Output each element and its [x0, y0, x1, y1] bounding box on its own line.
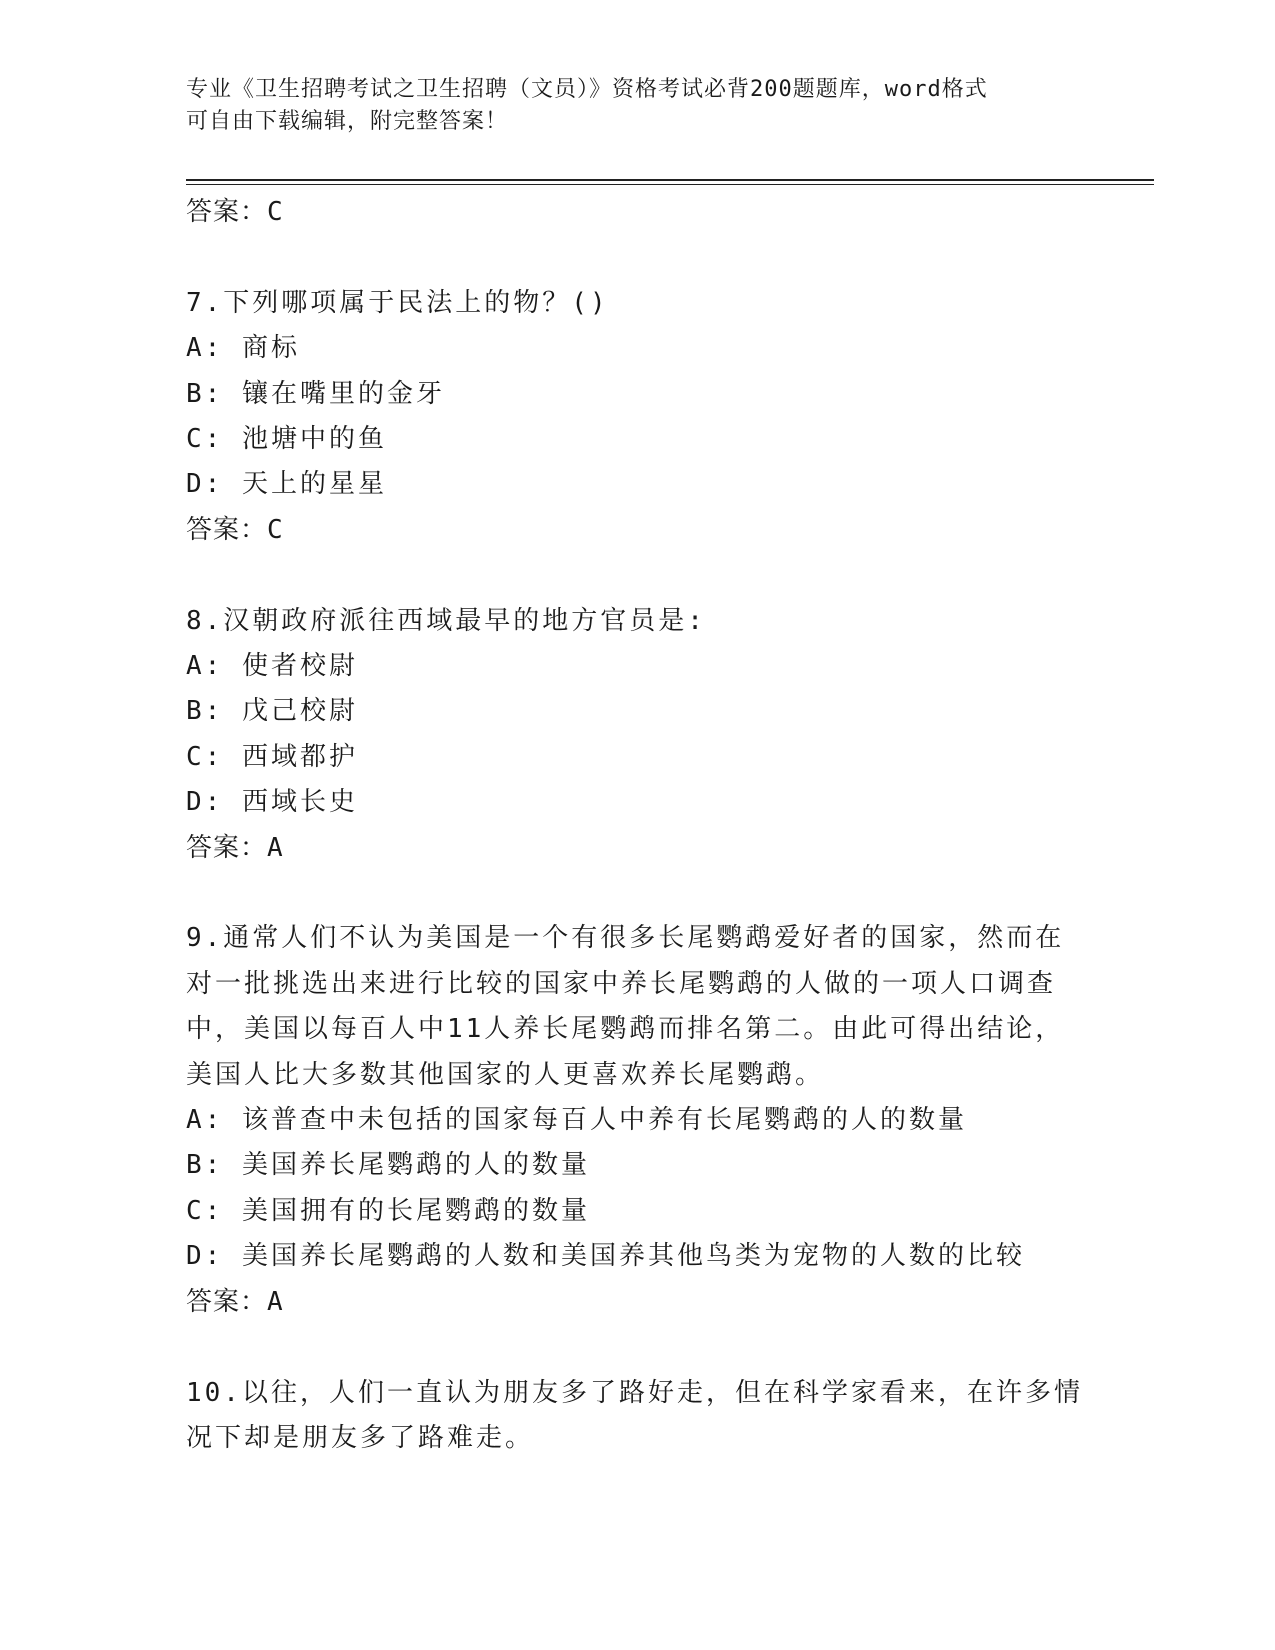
spacer [186, 1325, 1086, 1370]
answer: 答案：A [186, 832, 284, 863]
option-c: C: 美国拥有的长尾鹦鹉的数量 [186, 1195, 590, 1226]
question-stem: 8.汉朝政府派往西域最早的地方官员是: [186, 605, 706, 636]
question-stem: 7.下列哪项属于民法上的物？() [186, 287, 609, 318]
option-d: D: 美国养长尾鹦鹉的人数和美国养其他鸟类为宠物的人数的比较 [186, 1241, 1025, 1272]
option-c: C: 池塘中的鱼 [186, 424, 387, 455]
spacer [186, 871, 1086, 916]
header-divider-thin [186, 184, 1154, 185]
option-c: C: 西域都护 [186, 741, 358, 772]
option-a: A: 该普查中未包括的国家每百人中养有长尾鹦鹉的人的数量 [186, 1105, 967, 1136]
option-b: B: 美国养长尾鹦鹉的人的数量 [186, 1150, 590, 1181]
question-7 [186, 281, 1086, 553]
document-body [186, 190, 1086, 1461]
spacer [186, 553, 1086, 598]
option-a: A: 使者校尉 [186, 651, 358, 682]
question-stem-line-2: 对一批挑选出来进行比较的国家中养长尾鹦鹉的人做的一项人口调查 [186, 968, 1057, 999]
answer: 答案：A [186, 1286, 284, 1317]
question-stem-line-3: 中，美国以每百人中11人养长尾鹦鹉而排名第二。由此可得出结论， [186, 1014, 1065, 1045]
header-divider-thick [186, 179, 1154, 181]
header-title-line-1: 专业《卫生招聘考试之卫生招聘（文员）》资格考试必背200题题库，word格式 [186, 77, 988, 102]
spacer [186, 235, 1086, 280]
option-b: B: 镶在嘴里的金牙 [186, 378, 445, 409]
question-stem-line-2: 况下却是朋友多了路难走。 [186, 1422, 535, 1453]
header-title-line-2: 可自由下载编辑，附完整答案！ [186, 109, 509, 134]
question-8 [186, 599, 1086, 871]
question-stem-line-1: 10.以往，人们一直认为朋友多了路好走，但在科学家看来，在许多情 [186, 1377, 1083, 1408]
question-stem-line-1: 9.通常人们不认为美国是一个有很多长尾鹦鹉爱好者的国家，然而在 [186, 923, 1065, 954]
option-b: B: 戊己校尉 [186, 696, 358, 727]
document-header [186, 74, 1076, 138]
option-a: A: 商标 [186, 333, 300, 364]
previous-answer: 答案：C [186, 197, 284, 227]
answer: 答案：C [186, 514, 284, 545]
option-d: D: 天上的星星 [186, 469, 387, 500]
question-stem-line-4: 美国人比大多数其他国家的人更喜欢养长尾鹦鹉。 [186, 1059, 825, 1090]
question-9 [186, 916, 1086, 1325]
option-d: D: 西域长史 [186, 787, 358, 818]
question-10 [186, 1371, 1086, 1462]
